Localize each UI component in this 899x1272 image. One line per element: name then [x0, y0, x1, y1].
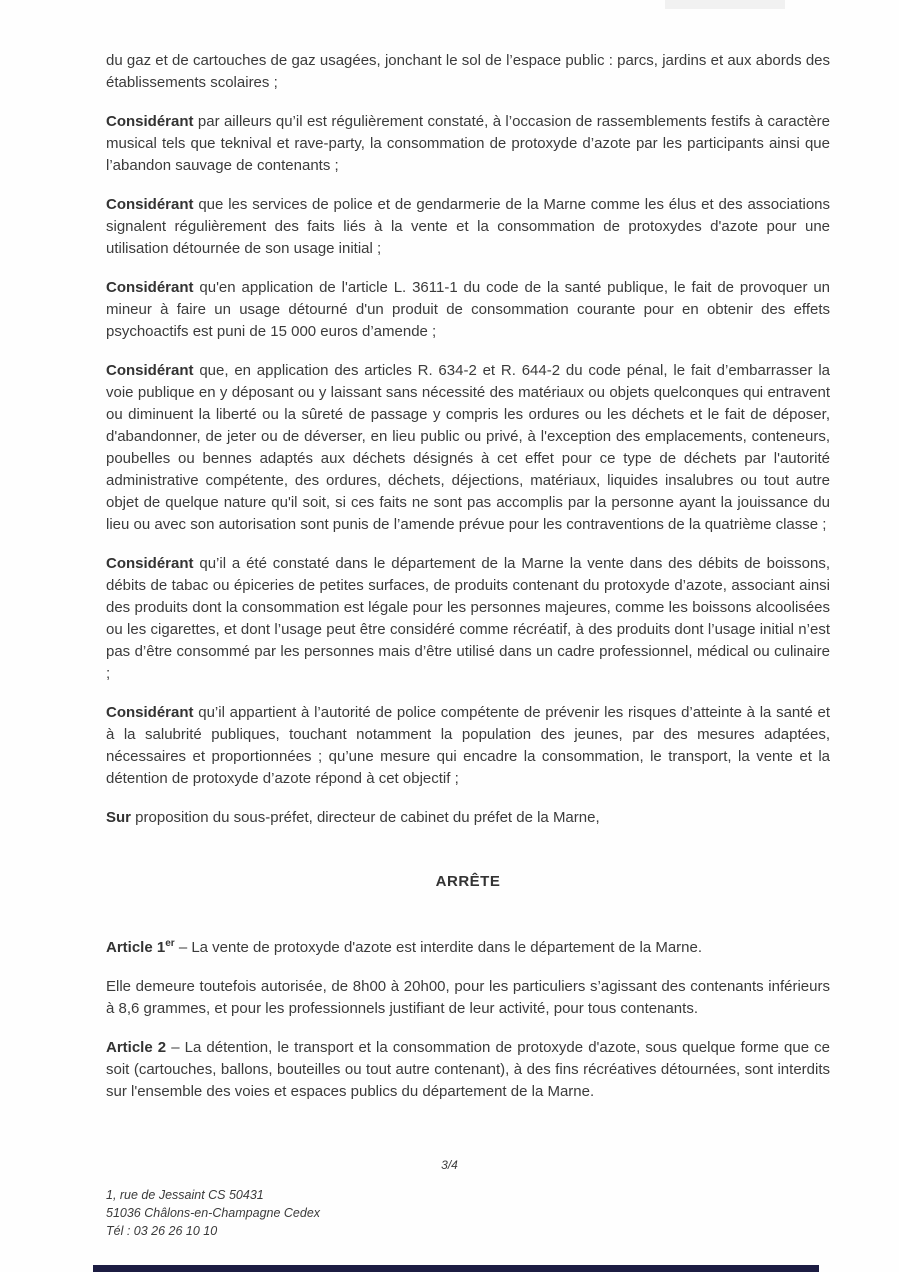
considerant-text: qu’il a été constaté dans le département de la Marne la vente dans des débits de boissons, débits de tabac ou épiceries de petites surfaces, de produits contenant du protoxyde d’azote, associant ainsi des produits dont la consommation est légale pour les personnes majeures, comme les boissons alcoolisées ou les cigarettes, et dont l’usage peut être considéré comme récréatif, à des produits dont l’usage initial n’est pas d’être consommé par les personnes mais d’être utilisé dans un cadre professionnel, médical ou culinaire ;	[106, 555, 830, 682]
considerant-paragraph-1	[106, 111, 830, 177]
considerant-paragraph-2	[106, 194, 830, 260]
page-number: 3/4	[441, 1158, 458, 1172]
considerant-lead: Considérant	[106, 196, 194, 213]
footer-address-line-2: 51036 Châlons-en-Champagne Cedex	[106, 1206, 321, 1220]
considerant-text: qu'en application de l'article L. 3611-1 du code de la santé publique, le fait de provoquer un mineur à faire un usage détourné d'un produit de consommation courante pour en obtenir des effets psychoactifs est puni de 15 000 euros d’amende ;	[106, 279, 830, 340]
footer-address-line-1: 1, rue de Jessaint CS 50431	[106, 1188, 264, 1202]
considerant-lead: Considérant	[106, 555, 194, 572]
article-1-alinea-2	[106, 976, 830, 1020]
sur-lead: Sur	[106, 809, 132, 826]
article-1-text: – La vente de protoxyde d'azote est interdite dans le département de la Marne.	[174, 939, 703, 956]
article-2-paragraph	[106, 1037, 830, 1103]
article-1-alinea-2-text: Elle demeure toutefois autorisée, de 8h00 à 20h00, pour les particuliers s’agissant des contenants inférieurs à 8,6 grammes, et pour les professionnels justifiant de leur activité, pour tous contenants.	[106, 978, 830, 1017]
article-1-ordinal-sup: er	[165, 938, 175, 949]
considerant-text: par ailleurs qu’il est régulièrement constaté, à l’occasion de rassemblements festifs à caractère musical tels que teknival et rave-party, la consommation de protoxyde d’azote par les participants ainsi que l’abandon sauvage de contenants ;	[106, 113, 830, 174]
article-2-text: – La détention, le transport et la consommation de protoxyde d'azote, sous quelque forme que ce soit (cartouches, ballons, bouteilles ou tout autre contenant), à des fins récréatives détournées, sont interdits sur l'ensemble des voies et espaces publics du département de la Marne.	[106, 1039, 830, 1100]
considerant-paragraph-6	[106, 702, 830, 790]
scan-edge-artifact	[93, 1265, 819, 1272]
footer-phone-line: Tél : 03 26 26 10 10	[106, 1224, 218, 1238]
document-body	[106, 50, 830, 1120]
article-2-lead: Article 2	[106, 1039, 167, 1056]
considerant-lead: Considérant	[106, 279, 194, 296]
considerant-text: qu’il appartient à l’autorité de police compétente de prévenir les risques d’atteinte à la santé et à la salubrité publiques, touchant notamment la population des jeunes, par des mesures adaptées, nécessaires et proportionnées ; qu’une mesure qui encadre la consommation, le transport, la vente et la détention de protoxyde d’azote répond à cet objectif ;	[106, 704, 830, 787]
sur-text: proposition du sous-préfet, directeur de cabinet du préfet de la Marne,	[131, 809, 600, 826]
considerant-lead: Considérant	[106, 113, 194, 130]
considerant-paragraph-3	[106, 277, 830, 343]
sur-proposition-paragraph	[106, 807, 830, 829]
considerant-paragraph-5	[106, 553, 830, 685]
article-1-lead	[106, 939, 175, 956]
article-1-paragraph	[106, 937, 830, 959]
considerant-lead: Considérant	[106, 362, 194, 379]
considerant-paragraph-4	[106, 360, 830, 536]
considerant-text: que, en application des articles R. 634-2 et R. 644-2 du code pénal, le fait d’embarrasser la voie publique en y déposant ou y laissant sans nécessité des matériaux ou objets quelconques qui entravent ou diminuent la liberté ou la sûreté de passage y compris les ordures ou les déchets et le fait de déposer, d'abandonner, de jeter ou de déverser, en lieu public ou privé, à l'exception des emplacements, conteneurs, poubelles ou bennes adaptés aux déchets désignés à cet effet pour ce type de déchets par l'autorité administrative compétente, des ordures, déchets, déjections, matériaux, liquides insalubres ou tout autre objet de quelque nature qu'il soit, si ces faits ne sont pas accomplis par la personne ayant la jouissance du lieu ou avec son autorisation sont punis de l’amende prévue pour les contraventions de la quatrième classe ;	[106, 362, 830, 533]
paragraph-text: du gaz et de cartouches de gaz usagées, jonchant le sol de l’espace public : parcs, jardins et aux abords des établissements scolaires ;	[106, 52, 830, 91]
article-1-number: Article 1	[106, 939, 166, 956]
considerant-lead: Considérant	[106, 704, 194, 721]
footer-address	[106, 1186, 320, 1240]
scan-artifact-top	[665, 0, 785, 9]
considerant-text: que les services de police et de gendarmerie de la Marne comme les élus et des associations signalent régulièrement des faits liés à la vente et la consommation de protoxydes d'azote pour une utilisation détournée de son usage initial ;	[106, 196, 830, 257]
paragraph-continuation	[106, 50, 830, 94]
arrete-heading: ARRÊTE	[435, 873, 501, 890]
